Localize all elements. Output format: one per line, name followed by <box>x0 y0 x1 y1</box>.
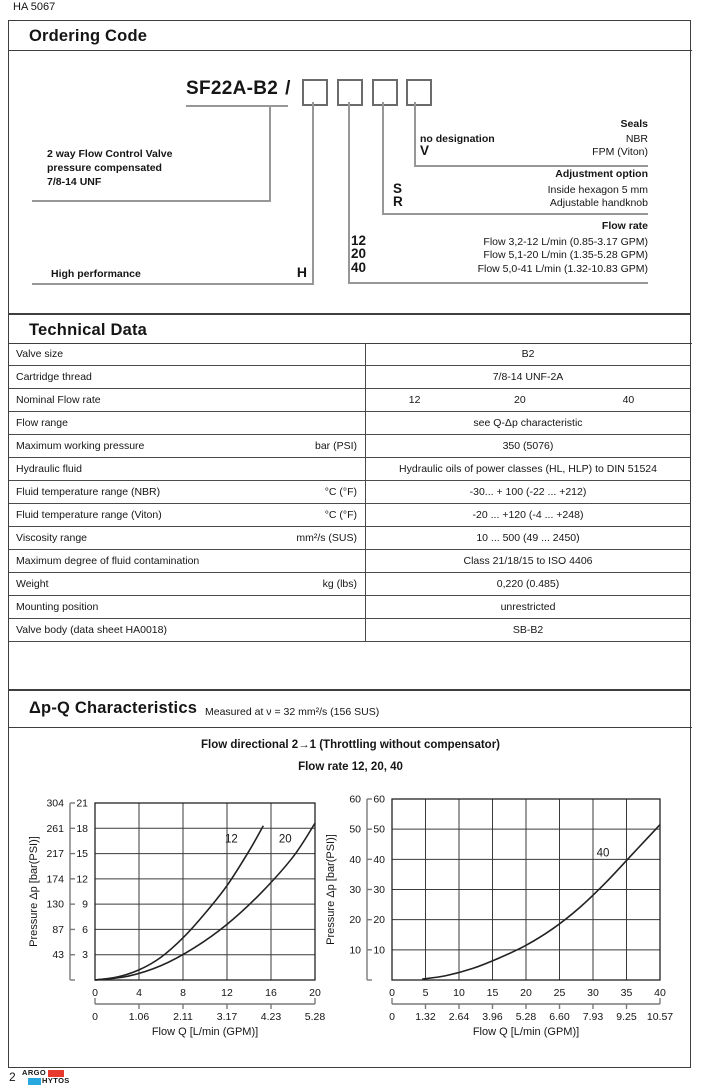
table-cell-value: see Q-Δp characteristic <box>365 412 690 434</box>
table-cell-value: Class 21/18/15 to ISO 4406 <box>365 550 690 572</box>
technical-table <box>8 343 691 642</box>
connector-box1 <box>312 102 314 284</box>
flow-rate-option-block <box>351 220 648 275</box>
ordering-option-row <box>393 196 648 209</box>
option-code: V <box>420 143 430 159</box>
ordering-option-row <box>351 259 648 275</box>
characteristics-header-rule <box>8 727 692 728</box>
model-code-underline <box>186 105 288 107</box>
table-cell-parameter: Weight kg (lbs) <box>16 578 357 590</box>
table-cell-parameter: Viscosity range mm²/s (SUS) <box>16 532 357 544</box>
ordering-option-row <box>420 145 648 158</box>
ordering-option-row <box>393 183 648 196</box>
table-cell-parameter: Flow range <box>16 417 68 429</box>
svg-text:43: 43 <box>52 949 64 962</box>
svg-text:12: 12 <box>76 873 88 886</box>
table-row <box>9 343 690 366</box>
svg-text:12: 12 <box>221 987 233 999</box>
option-description: NBR <box>625 133 648 145</box>
svg-text:10: 10 <box>453 987 465 999</box>
svg-text:4: 4 <box>136 987 142 999</box>
valve-description-block <box>47 147 172 189</box>
option-block-header: Seals <box>620 118 648 130</box>
table-row <box>9 412 690 435</box>
option-code: S <box>393 181 403 196</box>
svg-text:9: 9 <box>82 898 88 911</box>
svg-text:9.25: 9.25 <box>616 1011 637 1023</box>
table-cell-parameter: Nominal Flow rate <box>16 394 101 406</box>
section-title-characteristics: Δp-Q Characteristics <box>29 699 198 717</box>
svg-text:0: 0 <box>92 1011 98 1023</box>
option-description: Inside hexagon 5 mm <box>547 184 648 196</box>
svg-text:60: 60 <box>349 793 361 806</box>
table-cell-value: SB-B2 <box>365 619 690 641</box>
option-code: R <box>393 194 403 210</box>
logo-text-argo: ARGO <box>22 1068 47 1077</box>
ordering-box-2 <box>337 79 363 106</box>
table-cell-parameter: Fluid temperature range (Viton) °C (°F) <box>16 509 357 521</box>
table-row <box>9 366 690 389</box>
svg-text:40: 40 <box>596 847 610 860</box>
table-cell-value: unrestricted <box>365 596 690 618</box>
ordering-header-rule <box>8 50 692 51</box>
table-cell-value: Hydraulic oils of power classes (HL, HLP) to DIN 51524 <box>365 458 690 480</box>
table-cell-value: 12 20 40 <box>365 389 690 411</box>
table-row <box>9 573 690 596</box>
svg-text:35: 35 <box>620 987 633 999</box>
svg-text:Pressure Δp [bar(PSI)]: Pressure Δp [bar(PSI)] <box>28 836 40 947</box>
svg-text:217: 217 <box>46 848 64 861</box>
svg-text:Pressure Δp [bar(PSI)]: Pressure Δp [bar(PSI)] <box>325 834 337 945</box>
svg-text:7.93: 7.93 <box>582 1011 604 1023</box>
svg-text:40: 40 <box>349 853 361 866</box>
table-row <box>9 527 690 550</box>
logo-row-hytos <box>28 1077 70 1085</box>
svg-text:10: 10 <box>373 944 385 957</box>
flow-rate-underline <box>348 282 648 284</box>
svg-text:5.28: 5.28 <box>515 1011 537 1023</box>
adjustment-option-block <box>393 168 648 210</box>
document-code: HA 5067 <box>13 1 56 13</box>
svg-text:10: 10 <box>349 944 361 957</box>
option-code: 40 <box>351 259 367 275</box>
page-number: 2 <box>9 1070 16 1084</box>
ordering-option-row <box>420 133 648 145</box>
table-cell-value: B2 <box>365 343 690 365</box>
svg-text:12: 12 <box>225 833 238 846</box>
connector-box3 <box>382 102 384 214</box>
table-cell-parameter: Valve size <box>16 348 64 360</box>
svg-text:20: 20 <box>349 914 361 927</box>
left-block-underline <box>32 200 271 202</box>
option-description: Flow 3,2-12 L/min (0.85-3.17 GPM) <box>483 236 648 248</box>
option-code: 20 <box>351 246 367 262</box>
svg-text:130: 130 <box>46 898 64 911</box>
svg-text:20: 20 <box>373 914 385 927</box>
svg-text:6: 6 <box>82 923 88 936</box>
table-cell-value: 0,220 (0.485) <box>365 573 690 595</box>
table-cell-parameter: Maximum working pressure bar (PSI) <box>16 440 357 452</box>
high-performance-label: High performance <box>51 268 141 280</box>
svg-text:4.23: 4.23 <box>260 1011 282 1023</box>
table-row <box>9 550 690 573</box>
table-cell-parameter: Valve body (data sheet HA0018) <box>16 624 167 636</box>
table-row <box>9 596 690 619</box>
svg-text:0: 0 <box>389 1011 395 1023</box>
svg-text:1.32: 1.32 <box>415 1011 436 1023</box>
table-cell-value: -30... + 100 (-22 ... +212) <box>365 481 690 503</box>
svg-text:87: 87 <box>52 923 64 936</box>
logo-blue-block <box>28 1078 41 1085</box>
svg-text:304: 304 <box>46 797 64 810</box>
high-performance-underline <box>32 283 314 285</box>
valve-description-line: 2 way Flow Control Valve <box>47 148 173 160</box>
svg-text:40: 40 <box>373 853 385 866</box>
table-cell-parameter: Mounting position <box>16 601 99 613</box>
section-title-technical: Technical Data <box>29 321 148 339</box>
svg-text:18: 18 <box>76 822 88 835</box>
svg-text:3.17: 3.17 <box>216 1011 238 1023</box>
seals-option-block <box>420 118 648 159</box>
svg-text:40: 40 <box>654 987 666 999</box>
option-block-header: Adjustment option <box>555 168 648 180</box>
measured-at-note: Measured at ν = 32 mm²/s (156 SUS) <box>205 706 380 718</box>
svg-text:25: 25 <box>553 987 566 999</box>
connector-box2 <box>348 102 350 283</box>
ordering-option-row <box>351 248 648 261</box>
table-cell-value: 10 ... 500 (49 ... 2450) <box>365 527 690 549</box>
option-code: 12 <box>351 233 367 248</box>
table-row <box>9 619 690 642</box>
svg-text:30: 30 <box>373 884 385 896</box>
chart-title: Flow directional 2→1 (Throttling without compensator) <box>201 739 500 751</box>
high-performance-row <box>51 264 307 280</box>
svg-text:0: 0 <box>92 987 98 999</box>
svg-text:5: 5 <box>422 987 429 999</box>
ordering-box-4 <box>406 79 432 106</box>
svg-text:15: 15 <box>486 987 499 999</box>
svg-text:50: 50 <box>373 823 385 836</box>
svg-text:Flow Q [L/min (GPM)]: Flow Q [L/min (GPM)] <box>151 1026 259 1038</box>
valve-description-line: pressure compensated <box>47 162 162 174</box>
svg-text:50: 50 <box>349 823 361 836</box>
dp-q-chart-flow-40 <box>326 789 674 1042</box>
high-performance-code: H <box>296 264 307 280</box>
logo-text-hytos: HYTOS <box>42 1076 70 1085</box>
svg-text:15: 15 <box>76 848 88 861</box>
svg-text:30: 30 <box>349 884 361 896</box>
table-row <box>9 458 690 481</box>
model-code-slash: / <box>285 78 291 99</box>
connector-box4 <box>414 102 416 166</box>
seals-underline <box>414 165 648 167</box>
svg-text:21: 21 <box>76 797 88 810</box>
connector-model-to-left-block <box>269 105 271 202</box>
ordering-option-row <box>351 235 648 248</box>
table-cell-parameter: Fluid temperature range (NBR) °C (°F) <box>16 486 357 498</box>
svg-text:20: 20 <box>278 833 292 846</box>
svg-text:6.60: 6.60 <box>549 1011 570 1023</box>
model-code-text: SF22A-B2 <box>186 78 279 99</box>
svg-text:16: 16 <box>265 987 277 999</box>
svg-text:2.11: 2.11 <box>173 1011 193 1023</box>
table-cell-parameter: Cartridge thread <box>16 371 92 383</box>
svg-text:20: 20 <box>520 987 532 999</box>
table-row <box>9 435 690 458</box>
table-cell-value: 350 (5076) <box>365 435 690 457</box>
svg-text:2.64: 2.64 <box>448 1011 470 1023</box>
svg-text:Flow Q [L/min (GPM)]: Flow Q [L/min (GPM)] <box>472 1026 580 1038</box>
table-row <box>9 481 690 504</box>
svg-text:3.96: 3.96 <box>482 1011 503 1023</box>
svg-text:174: 174 <box>46 873 64 886</box>
adjustment-underline <box>382 213 648 215</box>
svg-text:10.57: 10.57 <box>646 1011 674 1023</box>
option-description: Flow 5,0-41 L/min (1.32-10.83 GPM) <box>477 262 648 275</box>
section-title-ordering: Ordering Code <box>29 27 148 45</box>
svg-text:20: 20 <box>309 987 321 999</box>
svg-text:60: 60 <box>373 793 385 806</box>
svg-text:0: 0 <box>389 987 395 999</box>
model-code <box>186 78 291 100</box>
table-row <box>9 389 690 412</box>
svg-text:5.28: 5.28 <box>304 1011 326 1023</box>
table-cell-parameter: Maximum degree of fluid contamination <box>16 555 200 567</box>
table-cell-value: -20 ... +120 (-4 ... +248) <box>365 504 690 526</box>
dp-q-chart-flow-12-20 <box>29 791 329 1042</box>
svg-text:261: 261 <box>46 822 64 835</box>
ordering-box-3 <box>372 79 398 106</box>
svg-text:8: 8 <box>180 987 186 999</box>
svg-text:30: 30 <box>587 987 599 999</box>
svg-text:1.06: 1.06 <box>128 1011 150 1023</box>
valve-description-line: 7/8-14 UNF <box>47 176 102 188</box>
table-cell-value: 7/8-14 UNF-2A <box>365 366 690 388</box>
argo-hytos-logo <box>22 1069 70 1085</box>
chart-subtitle: Flow rate 12, 20, 40 <box>298 761 403 773</box>
option-description: FPM (Viton) <box>592 146 648 159</box>
option-block-header: Flow rate <box>601 220 648 232</box>
ordering-box-1 <box>302 79 328 106</box>
option-description: Adjustable handknob <box>549 197 648 210</box>
option-code: no designation <box>420 133 495 145</box>
table-cell-parameter: Hydraulic fluid <box>16 463 82 475</box>
option-description: Flow 5,1-20 L/min (1.35-5.28 GPM) <box>483 249 648 262</box>
table-row <box>9 504 690 527</box>
svg-text:3: 3 <box>82 949 88 962</box>
